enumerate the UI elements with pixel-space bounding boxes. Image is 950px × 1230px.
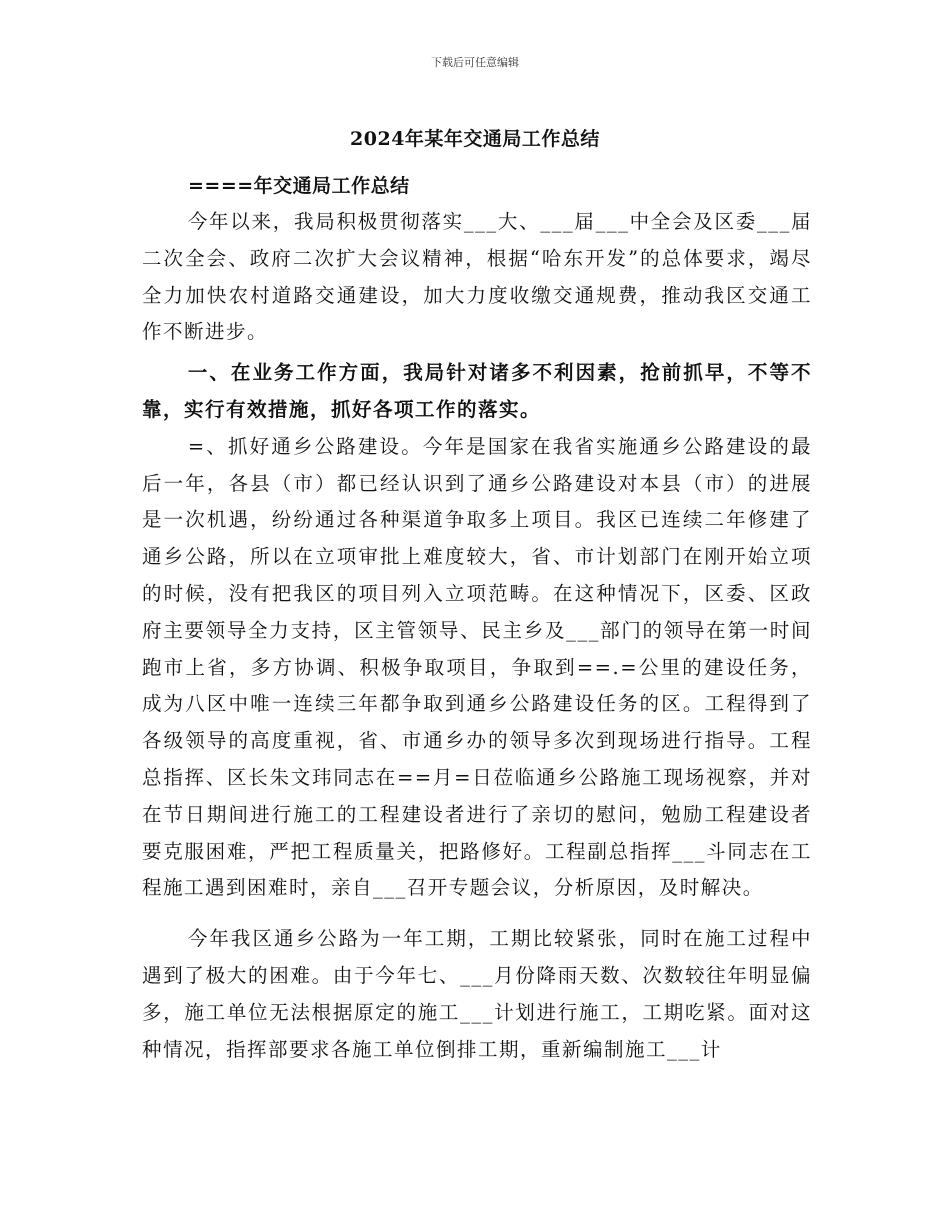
paragraph-heading-business: 一、在业务工作方面，我局针对诸多不利因素，抢前抓早，不等不靠，实行有效措施，抓好各项工作的落实。	[142, 361, 812, 421]
document-body	[142, 168, 812, 1068]
header-note: 下载后可任意编辑	[431, 56, 519, 69]
document-title: 2024年某年交通局工作总结	[350, 128, 600, 150]
paragraph-intro: 今年以来，我局积极贯彻落实___大、___届___中全会及区委___届二次全会、政府二次扩大会议精神，根据“哈东开发”的总体要求，竭尽全力加快农村道路交通建设，加大力度收缴交通规费，推动我区交通工作不断进步。	[142, 210, 812, 344]
section-subtitle: ====年交通局工作总结	[188, 175, 410, 197]
paragraph-schedule: 今年我区通乡公路为一年工期，工期比较紧张，同时在施工过程中遇到了极大的困难。由于今年七、___月份降雨天数、次数较往年明显偏多，施工单位无法根据原定的施工___计划进行施工，工期吃紧。面对这种情况，指挥部要求各施工单位倒排工期，重新编制施工___计	[142, 927, 812, 1061]
paragraph-road-construction: =、抓好通乡公路建设。今年是国家在我省实施通乡公路建设的最后一年，各县（市）都已经认识到了通乡公路建设对本县（市）的进展是一次机遇，纷纷通过各种渠道争取多上项目。我区已连续二年修建了通乡公路，所以在立项审批上难度较大，省、市计划部门在刚开始立项的时候，没有把我区的项目列入立项范畴。在这种情况下，区委、区政府主要领导全力支持，区主管领导、民主乡及___部门的领导在第一时间跑市上省，多方协调、积极争取项目，争取到==.=公里的建设任务，成为八区中唯一连续三年都争取到通乡公路建设任务的区。工程得到了各级领导的高度重视，省、市通乡办的领导多次到现场进行指导。工程总指挥、区长朱文玮同志在==月=日莅临通乡公路施工现场视察，并对在节日期间进行施工的工程建设者进行了亲切的慰问，勉励工程建设者要克服困难，严把工程质量关，把路修好。工程副总指挥___斗同志在工程施工遇到困难时，亲自___召开专题会议，分析原因，及时解决。	[142, 434, 812, 900]
